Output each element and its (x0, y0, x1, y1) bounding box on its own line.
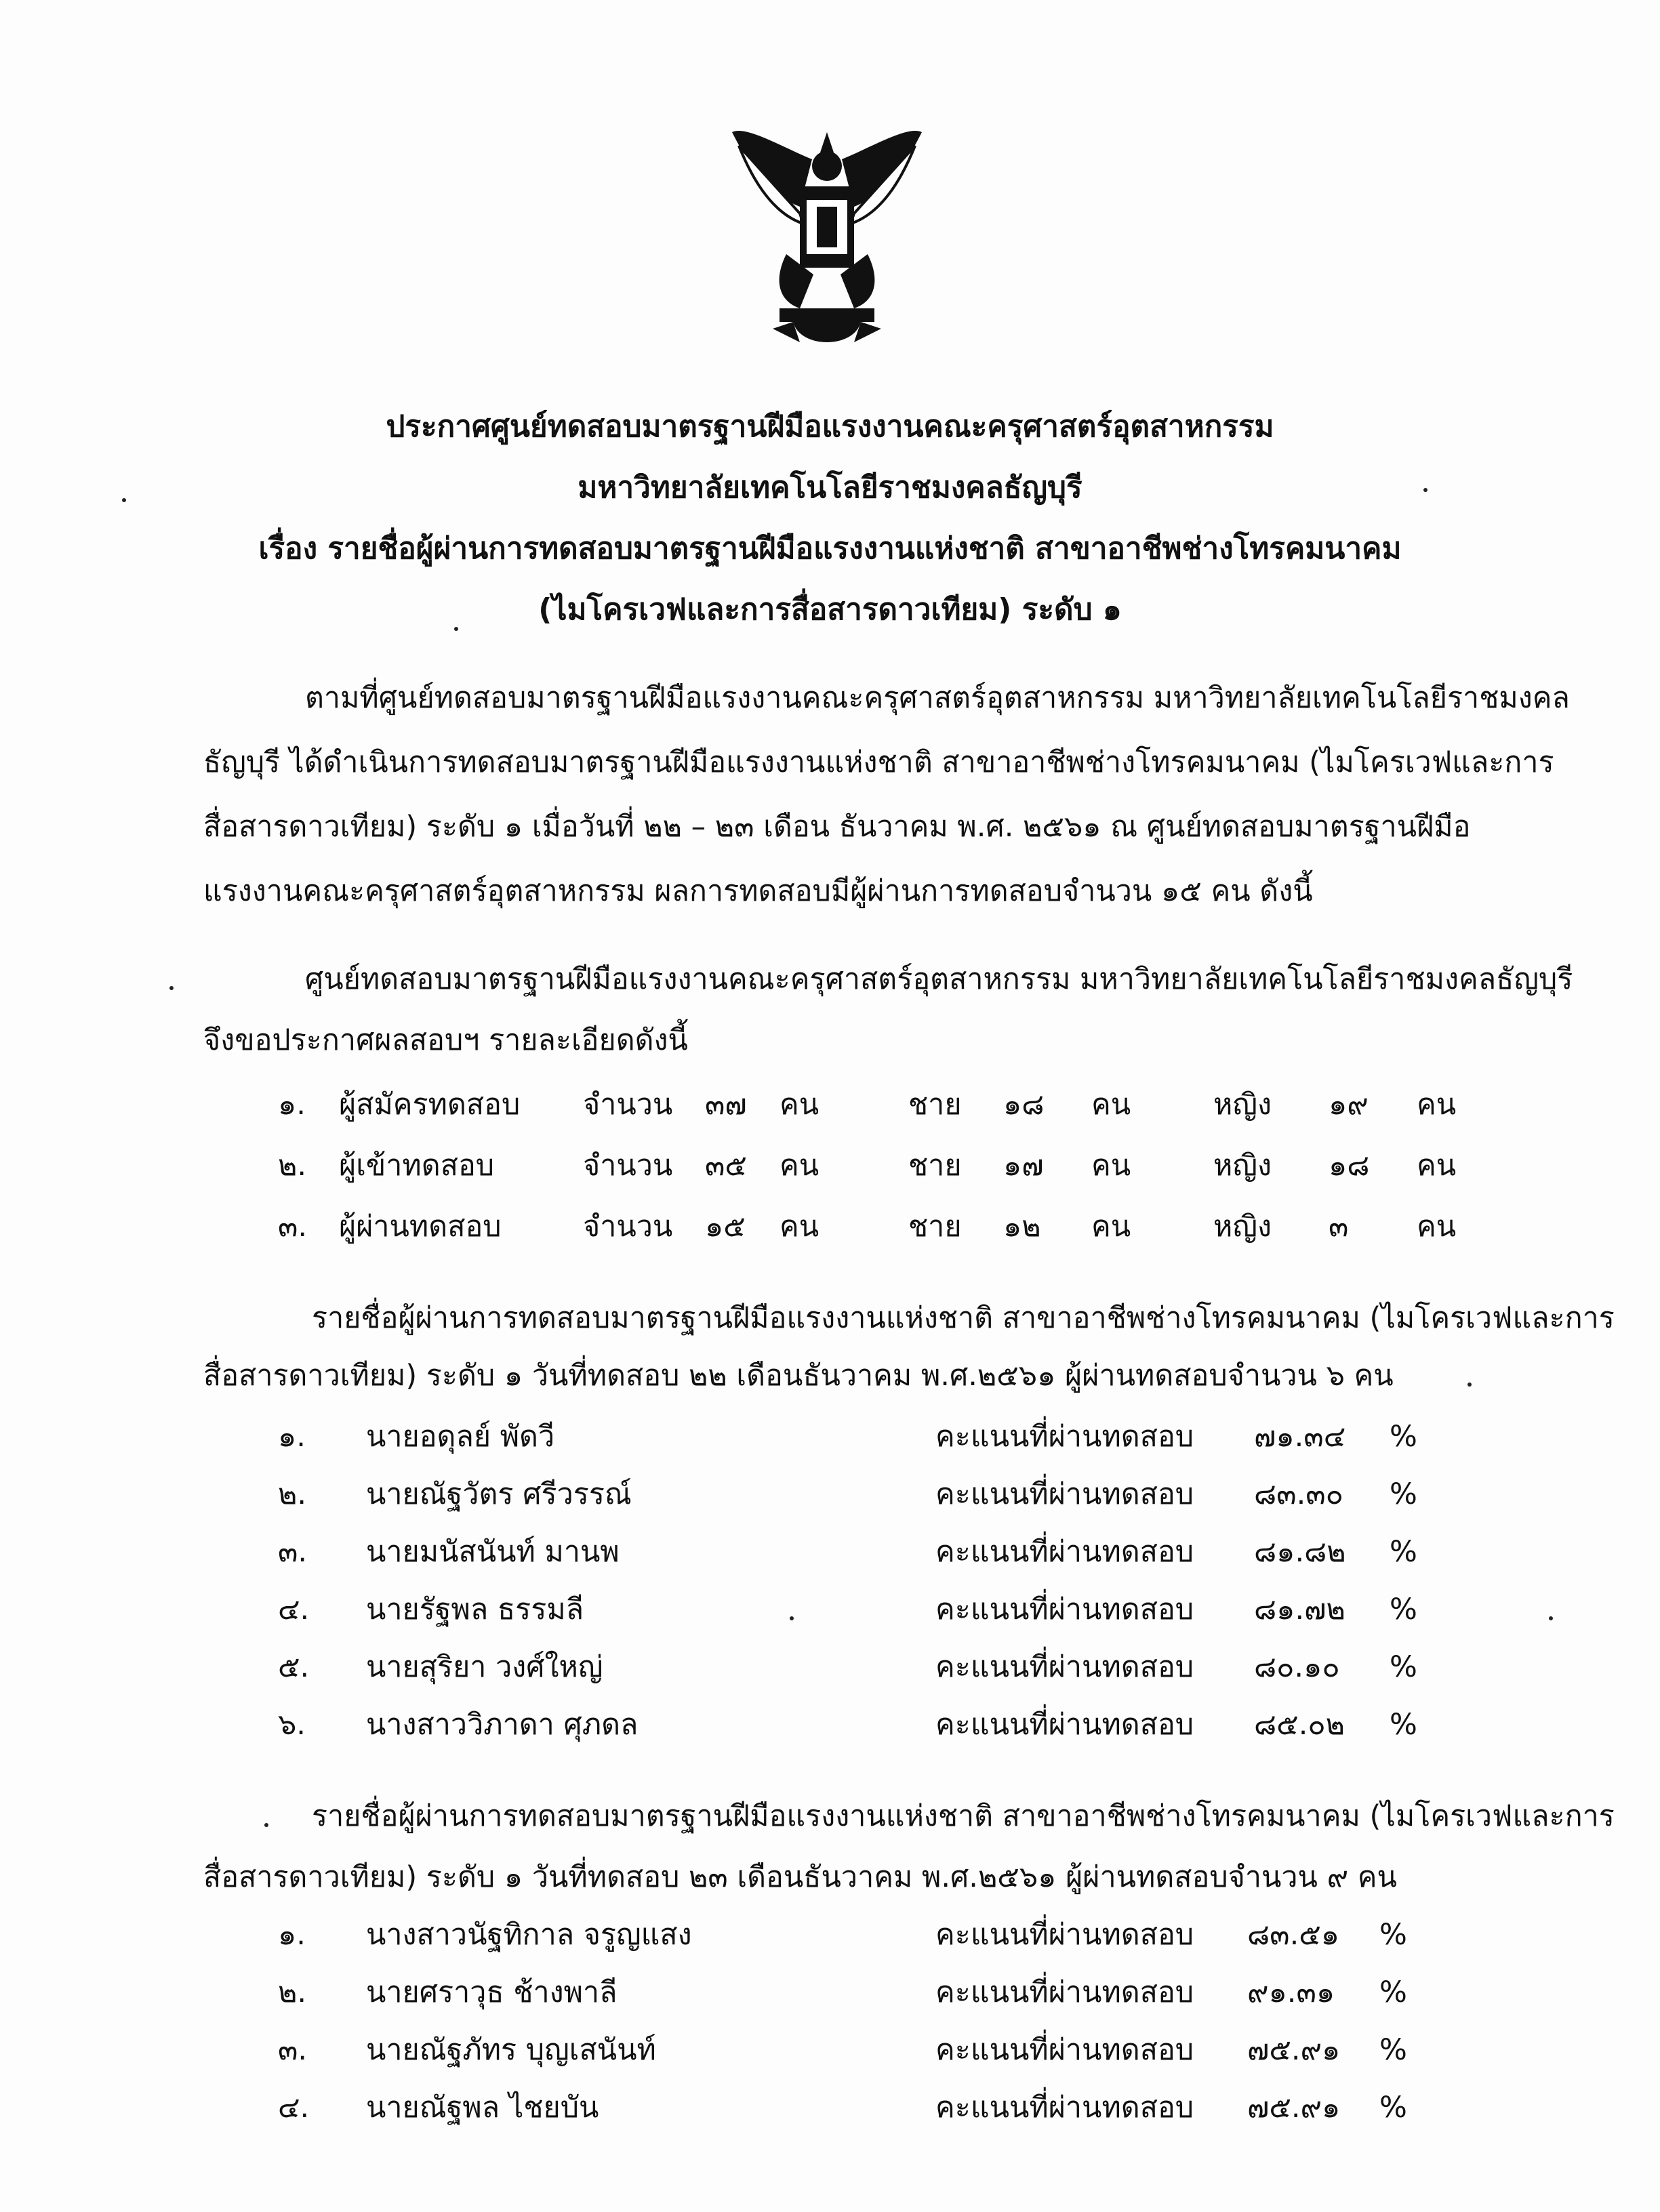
unit-label: คน (780, 1149, 819, 1183)
percent-sign: % (1379, 2033, 1407, 2067)
person-name: นายสุริยา วงศ์ใหญ่ (366, 1650, 603, 1684)
item-number: ๑. (278, 1918, 306, 1952)
item-number: ๑. (278, 1420, 306, 1454)
scan-speck (1423, 488, 1428, 492)
item-number: ๖. (278, 1708, 306, 1742)
scan-speck (169, 986, 174, 990)
score-label: คะแนนที่ผ่านทดสอบ (935, 2033, 1194, 2067)
item-number: ๕. (278, 1650, 310, 1684)
male-label: ชาย (908, 1149, 962, 1183)
person-name: นายศราวุธ ช้างพาลี (366, 1975, 618, 2009)
score-label: คะแนนที่ผ่านทดสอบ (935, 1593, 1194, 1626)
summary-label: ผู้เข้าทดสอบ (339, 1149, 495, 1183)
score-value: ๘๑.๗๒ (1254, 1593, 1345, 1626)
person-name: นายรัฐพล ธรรมลี (366, 1593, 584, 1626)
score-label: คะแนนที่ผ่านทดสอบ (935, 2091, 1194, 2125)
section1-heading: รายชื่อผู้ผ่านการทดสอบมาตรฐานฝีมือแรงงานแห่งชาติ สาขาอาชีพช่างโทรคมนาคม (ไมโครเวฟและการ (312, 1301, 1615, 1335)
item-number: ๔. (278, 2091, 310, 2125)
unit-label: คน (1091, 1210, 1131, 1244)
female-label: หญิง (1213, 1088, 1272, 1122)
amount-label: จำนวน (583, 1210, 673, 1244)
total-count: ๓๗ (705, 1088, 747, 1122)
scan-speck (1467, 1382, 1472, 1387)
score-value: ๗๑.๓๔ (1254, 1420, 1346, 1454)
section1-heading-continued: สื่อสารดาวเทียม) ระดับ ๑ วันที่ทดสอบ ๒๒ เดือนธันวาคม พ.ศ.๒๕๖๑ ผู้ผ่านทดสอบจำนวน ๖ คน (203, 1359, 1394, 1393)
university-name: มหาวิทยาลัยเทคโนโลยีราชมงคลธัญบุรี (578, 470, 1082, 505)
item-number: ๒. (278, 1149, 307, 1183)
score-label: คะแนนที่ผ่านทดสอบ (935, 1420, 1194, 1454)
score-value: ๘๕.๐๒ (1254, 1708, 1345, 1742)
percent-sign: % (1390, 1650, 1417, 1684)
item-number: ๓. (278, 1535, 308, 1569)
intro-line: สื่อสารดาวเทียม) ระดับ ๑ เมื่อวันที่ ๒๒ – ๒๓ เดือน ธันวาคม พ.ศ. ๒๕๖๑ ณ ศูนย์ทดสอบมาตรฐานฝีมือ (203, 810, 1471, 844)
scan-speck (454, 627, 458, 631)
announce-line: ศูนย์ทดสอบมาตรฐานฝีมือแรงงานคณะครุศาสตร์อุตสาหกรรม มหาวิทยาลัยเทคโนโลยีราชมงคลธัญบุรี (305, 962, 1573, 996)
person-name: นางสาวนัฐทิกาล จรูญแสง (366, 1918, 692, 1952)
item-number: ๑. (278, 1088, 306, 1122)
unit-label: คน (780, 1210, 819, 1244)
percent-sign: % (1379, 1975, 1407, 2009)
score-value: ๗๕.๙๑ (1247, 2033, 1341, 2067)
scan-speck (264, 1823, 268, 1827)
intro-line: ธัญบุรี ได้ดำเนินการทดสอบมาตรฐานฝีมือแรงงานแห่งชาติ สาขาอาชีพช่างโทรคมนาคม (ไมโครเวฟและการ (203, 745, 1554, 779)
unit-label: คน (1417, 1149, 1457, 1183)
item-number: ๒. (278, 1477, 307, 1511)
section2-heading: รายชื่อผู้ผ่านการทดสอบมาตรฐานฝีมือแรงงานแห่งชาติ สาขาอาชีพช่างโทรคมนาคม (ไมโครเวฟและการ (312, 1799, 1615, 1833)
unit-label: คน (1091, 1149, 1131, 1183)
unit-label: คน (1417, 1088, 1457, 1122)
female-count: ๑๙ (1329, 1088, 1369, 1122)
scan-speck (790, 1616, 794, 1620)
score-label: คะแนนที่ผ่านทดสอบ (935, 1477, 1194, 1511)
person-name: นายอดุลย์ พัดวี (366, 1420, 555, 1454)
intro-line: ตามที่ศูนย์ทดสอบมาตรฐานฝีมือแรงงานคณะครุศาสตร์อุตสาหกรรม มหาวิทยาลัยเทคโนโลยีราชมงคล (305, 681, 1570, 715)
percent-sign: % (1379, 1918, 1407, 1952)
percent-sign: % (1390, 1593, 1417, 1626)
percent-sign: % (1390, 1420, 1417, 1454)
score-label: คะแนนที่ผ่านทดสอบ (935, 1650, 1194, 1684)
score-value: ๙๑.๓๑ (1247, 1975, 1335, 2009)
male-label: ชาย (908, 1088, 962, 1122)
score-label: คะแนนที่ผ่านทดสอบ (935, 1975, 1194, 2009)
female-label: หญิง (1213, 1149, 1272, 1183)
garuda-emblem-icon (718, 119, 935, 363)
score-label: คะแนนที่ผ่านทดสอบ (935, 1918, 1194, 1952)
announce-line: จึงขอประกาศผลสอบฯ รายละเอียดดังนี้ (203, 1023, 688, 1057)
score-value: ๘๓.๓๐ (1254, 1477, 1343, 1511)
amount-label: จำนวน (583, 1149, 673, 1183)
male-label: ชาย (908, 1210, 962, 1244)
unit-label: คน (1091, 1088, 1131, 1122)
percent-sign: % (1379, 2091, 1407, 2125)
announcement-title: ประกาศศูนย์ทดสอบมาตรฐานฝีมือแรงงานคณะครุศาสตร์อุตสาหกรรม (386, 409, 1274, 444)
section2-heading-continued: สื่อสารดาวเทียม) ระดับ ๑ วันที่ทดสอบ ๒๓ เดือนธันวาคม พ.ศ.๒๕๖๑ ผู้ผ่านทดสอบจำนวน ๙ คน (203, 1860, 1397, 1894)
item-number: ๒. (278, 1975, 307, 2009)
unit-label: คน (1417, 1210, 1457, 1244)
score-label: คะแนนที่ผ่านทดสอบ (935, 1535, 1194, 1569)
male-count: ๑๒ (1003, 1210, 1041, 1244)
item-number: ๓. (278, 1210, 308, 1244)
person-name: นายณัฐพล ไชยบัน (366, 2091, 599, 2125)
scan-speck (1549, 1616, 1553, 1620)
percent-sign: % (1390, 1477, 1417, 1511)
person-name: นายณัฐวัตร ศรีวรรณ์ (366, 1477, 632, 1511)
summary-label: ผู้สมัครทดสอบ (339, 1088, 521, 1122)
subject-line-continued: (ไมโครเวฟและการสื่อสารดาวเทียม) ระดับ ๑ (538, 592, 1122, 627)
unit-label: คน (780, 1088, 819, 1122)
scan-speck (122, 498, 126, 502)
subject-line: เรื่อง รายชื่อผู้ผ่านการทดสอบมาตรฐานฝีมือแรงงานแห่งชาติ สาขาอาชีพช่างโทรคมนาคม (258, 531, 1402, 566)
score-value: ๘๑.๘๒ (1254, 1535, 1346, 1569)
male-count: ๑๗ (1003, 1149, 1044, 1183)
percent-sign: % (1390, 1708, 1417, 1742)
total-count: ๑๕ (705, 1210, 746, 1244)
female-label: หญิง (1213, 1210, 1272, 1244)
percent-sign: % (1390, 1535, 1417, 1569)
person-name: นางสาววิภาดา ศุภดล (366, 1708, 639, 1742)
summary-label: ผู้ผ่านทดสอบ (339, 1210, 502, 1244)
female-count: ๓ (1329, 1210, 1349, 1244)
item-number: ๔. (278, 1593, 310, 1626)
person-name: นายณัฐภัทร บุญเสนันท์ (366, 2033, 656, 2067)
intro-line: แรงงานคณะครุศาสตร์อุตสาหกรรม ผลการทดสอบมีผู้ผ่านการทดสอบจำนวน ๑๕ คน ดังนี้ (203, 874, 1313, 908)
person-name: นายมนัสนันท์ มานพ (366, 1535, 620, 1569)
amount-label: จำนวน (583, 1088, 673, 1122)
score-value: ๗๕.๙๑ (1247, 2091, 1341, 2125)
item-number: ๓. (278, 2033, 308, 2067)
score-label: คะแนนที่ผ่านทดสอบ (935, 1708, 1194, 1742)
female-count: ๑๘ (1329, 1149, 1370, 1183)
score-value: ๘๐.๑๐ (1254, 1650, 1340, 1684)
male-count: ๑๘ (1003, 1088, 1045, 1122)
score-value: ๘๓.๕๑ (1247, 1918, 1340, 1952)
total-count: ๓๕ (705, 1149, 747, 1183)
